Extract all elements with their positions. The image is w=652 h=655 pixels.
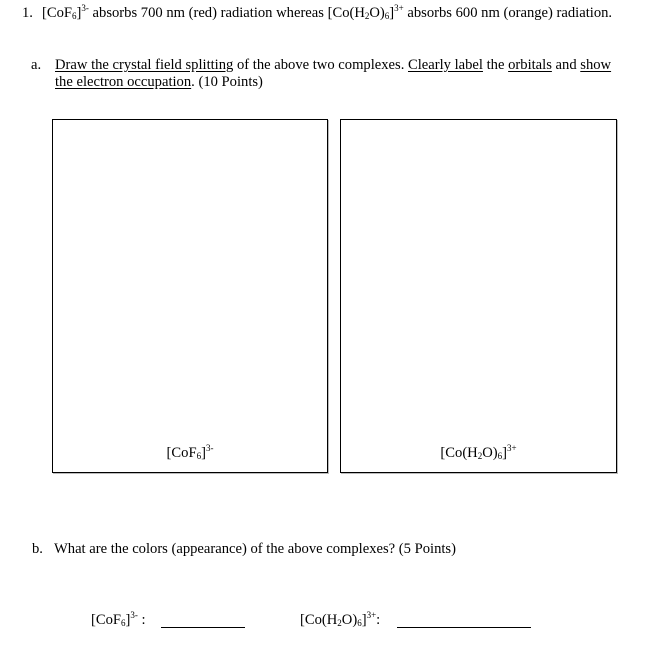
complex2-formula: $[Co(H_2O)_6]^{3+}$ bbox=[327, 3, 404, 21]
coh2o6-answer-label: $[Co(H_2O)_6]^{3+}$: bbox=[300, 610, 381, 628]
orbitals-instruction: orbitals bbox=[508, 57, 552, 73]
complex1-formula: $[CoF_6]^{3-}$ bbox=[42, 3, 89, 21]
cof6-answer-label: $[CoF_6]^{3-}$ : bbox=[91, 610, 146, 628]
absorbs-text-1: absorbs 700 nm (red) radiation whereas bbox=[88, 5, 328, 21]
cof6-drawing-box[interactable] bbox=[52, 119, 328, 473]
part-b-label: b. bbox=[32, 541, 43, 557]
label-instruction: Clearly label bbox=[408, 57, 483, 73]
draw-instruction: Draw the crystal field splitting bbox=[55, 57, 234, 73]
cof6-answer-blank[interactable] bbox=[161, 627, 245, 628]
question-text bbox=[42, 5, 637, 22]
part-a-text: Draw the crystal field splitting of the above two complexes. Clearly label the orbitals and show the electron occupation. (10 Points) bbox=[55, 57, 612, 90]
absorbs-text-2: absorbs 600 nm (orange) radiation. bbox=[403, 5, 613, 21]
cof6-box-caption: $[CoF_6]^{3-}$ bbox=[166, 443, 214, 461]
occupation-instruction: show the electron occupation bbox=[55, 57, 612, 90]
coh2o6-box-caption: $[Co(H_2O)_6]^{3+}$ bbox=[440, 443, 517, 461]
part-b-text: What are the colors (appearance) of the above complexes? (5 Points) bbox=[54, 541, 456, 557]
coh2o6-drawing-box[interactable] bbox=[340, 119, 617, 473]
coh2o6-answer-blank[interactable] bbox=[397, 627, 531, 628]
question-number: 1. bbox=[22, 5, 33, 21]
part-a-label: a. bbox=[31, 57, 42, 73]
